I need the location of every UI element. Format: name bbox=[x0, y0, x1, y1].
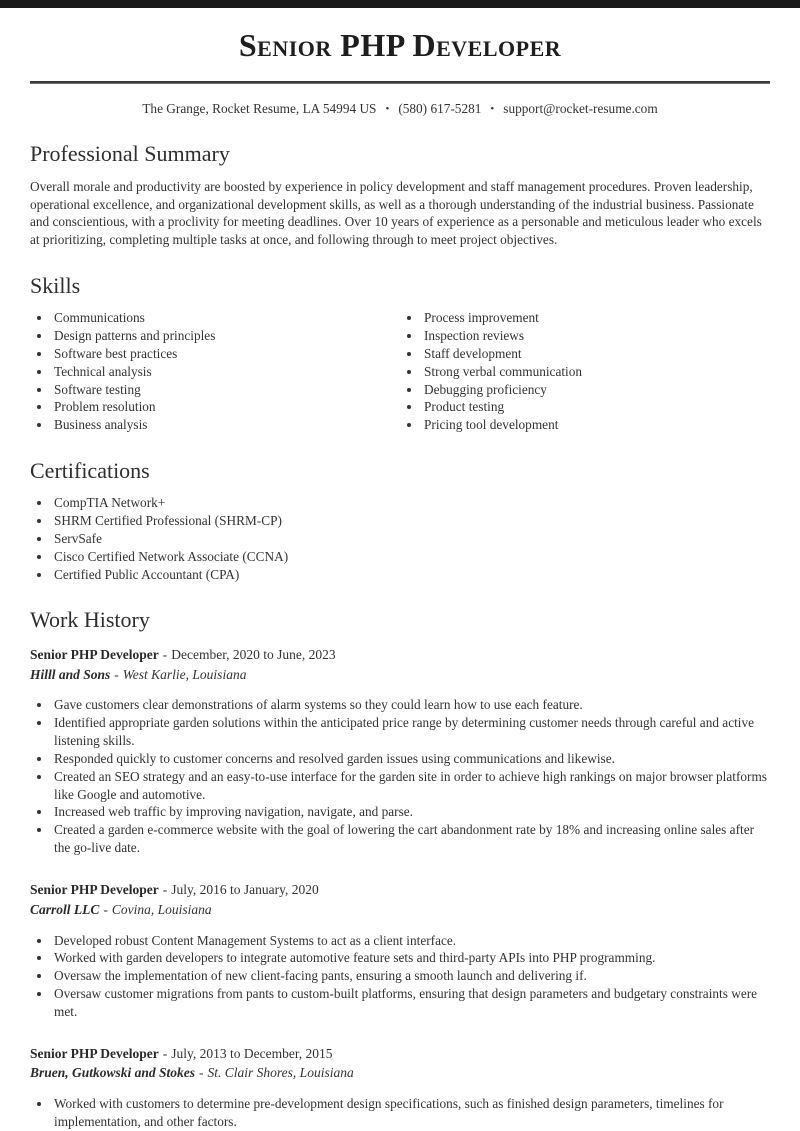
summary-text: Overall morale and productivity are boosted by experience in policy development and staff management procedures. Proven leadership, operational excellence, and organizational development skills, as well as a thorough understanding of the industrial business. Passionate and conscientious, with a proclivity for meeting deadlines. Over 10 years of experience as a personable and meticulous leader who excels at prioritizing, completing multiple tasks at once, and following through to meet project objectives. bbox=[30, 178, 762, 248]
job-bullet-list bbox=[30, 932, 770, 1021]
job-company: Carroll LLC bbox=[30, 901, 100, 917]
dash-separator: - bbox=[114, 666, 119, 682]
job-title-line bbox=[30, 646, 770, 665]
skill-item: • Problem resolution bbox=[52, 398, 400, 416]
job-company-line bbox=[30, 901, 770, 920]
job-entry bbox=[0, 646, 800, 857]
job-bullet: • Worked with garden developers to integrate automotive feature sets and third-party APIs into PHP programming. bbox=[52, 949, 770, 967]
job-bullet: • Responded quickly to customer concerns and resolved garden issues using communications and likewise. bbox=[52, 750, 770, 768]
resume-title: Senior PHP Developer bbox=[238, 27, 562, 63]
job-bullet-list bbox=[30, 696, 770, 856]
work-history-section-heading: Work History bbox=[30, 607, 150, 633]
skill-item: • Strong verbal communication bbox=[422, 363, 770, 381]
skills-section-heading: Skills bbox=[30, 273, 81, 299]
job-bullet-list bbox=[30, 1095, 770, 1131]
job-company: Hilll and Sons bbox=[30, 666, 111, 682]
skill-item: • Communications bbox=[52, 309, 400, 327]
skill-item: • Technical analysis bbox=[52, 363, 400, 381]
job-dates: July, 2013 to December, 2015 bbox=[171, 1045, 333, 1061]
skill-item: • Business analysis bbox=[52, 416, 400, 434]
contact-separator-dot: • bbox=[385, 103, 390, 116]
summary-section-heading: Professional Summary bbox=[30, 141, 230, 167]
job-bullet: • Developed robust Content Management Systems to act as a client interface. bbox=[52, 932, 770, 950]
job-bullet: • Increased web traffic by improving navigation, navigate, and parse. bbox=[52, 803, 770, 821]
dash-separator: - bbox=[162, 881, 168, 897]
certification-item: • Certified Public Accountant (CPA) bbox=[52, 566, 770, 584]
skill-item: • Debugging proficiency bbox=[422, 381, 770, 399]
job-title: Senior PHP Developer bbox=[30, 646, 159, 662]
job-company: Bruen, Gutkowski and Stokes bbox=[30, 1065, 196, 1081]
certification-item: • ServSafe bbox=[52, 530, 770, 548]
job-title-line bbox=[30, 881, 770, 900]
skills-column-left bbox=[30, 309, 400, 434]
job-company-line bbox=[30, 1064, 770, 1083]
skill-item: • Process improvement bbox=[422, 309, 770, 327]
skill-item: • Inspection reviews bbox=[422, 327, 770, 345]
certifications-list bbox=[30, 494, 770, 583]
job-company-line bbox=[30, 666, 770, 685]
skill-item: • Software testing bbox=[52, 381, 400, 399]
job-bullet: • Worked with customers to determine pre-development design specifications, such as finished design parameters, timelines for implementation, and other factors. bbox=[52, 1095, 770, 1131]
certification-item: • SHRM Certified Professional (SHRM-CP) bbox=[52, 512, 770, 530]
skill-item: • Product testing bbox=[422, 398, 770, 416]
job-bullet: • Oversaw the implementation of new client-facing pants, ensuring a smooth launch and delivering if. bbox=[52, 967, 770, 985]
contact-separator-dot: • bbox=[490, 103, 495, 116]
job-entry bbox=[0, 881, 800, 1021]
job-location: St. Clair Shores, Louisiana bbox=[207, 1065, 354, 1081]
certification-item: • CompTIA Network+ bbox=[52, 494, 770, 512]
job-location: Covina, Louisiana bbox=[111, 901, 212, 917]
job-bullet: • Gave customers clear demonstrations of alarm systems so they could learn how to use each feature. bbox=[52, 696, 770, 714]
job-bullet: • Created an SEO strategy and an easy-to-use interface for the garden site in order to achieve high rankings on major browser platforms like Google and automotive. bbox=[52, 768, 770, 804]
job-title: Senior PHP Developer bbox=[30, 881, 159, 897]
certification-item: • Cisco Certified Network Associate (CCNA) bbox=[52, 548, 770, 566]
skills-column-right bbox=[400, 309, 770, 434]
job-title-line bbox=[30, 1045, 770, 1064]
dash-separator: - bbox=[162, 1045, 168, 1061]
contact-address: The Grange, Rocket Resume, LA 54994 US bbox=[142, 101, 377, 117]
skill-item: • Staff development bbox=[422, 345, 770, 363]
contact-email: support@rocket-resume.com bbox=[503, 101, 658, 117]
skill-item: • Design patterns and principles bbox=[52, 327, 400, 345]
dash-separator: - bbox=[103, 901, 108, 917]
contact-line bbox=[0, 100, 800, 117]
job-bullet: • Identified appropriate garden solutions within the anticipated price range by determining customer needs through careful and active listening skills. bbox=[52, 714, 770, 750]
contact-phone: (580) 617-5281 bbox=[398, 101, 482, 117]
job-bullet: • Created a garden e-commerce website with the goal of lowering the cart abandonment rate by 18% and increasing online sales after the go-live date. bbox=[52, 821, 770, 857]
dash-separator: - bbox=[162, 646, 168, 662]
job-bullet: • Oversaw customer migrations from pants to custom-built platforms, ensuring that design parameters and budgetary constraints were met. bbox=[52, 985, 770, 1021]
skill-item: • Pricing tool development bbox=[422, 416, 770, 434]
top-accent-bar bbox=[0, 0, 800, 8]
certifications-section-heading: Certifications bbox=[30, 458, 150, 483]
skills-columns bbox=[30, 309, 770, 434]
job-entry bbox=[0, 1045, 800, 1131]
job-dates: December, 2020 to June, 2023 bbox=[171, 646, 336, 662]
job-location: West Karlie, Louisiana bbox=[122, 666, 247, 682]
dash-separator: - bbox=[199, 1065, 204, 1081]
job-title: Senior PHP Developer bbox=[30, 1045, 159, 1061]
skill-item: • Software best practices bbox=[52, 345, 400, 363]
title-divider-rule bbox=[30, 81, 770, 84]
job-dates: July, 2016 to January, 2020 bbox=[171, 881, 319, 897]
